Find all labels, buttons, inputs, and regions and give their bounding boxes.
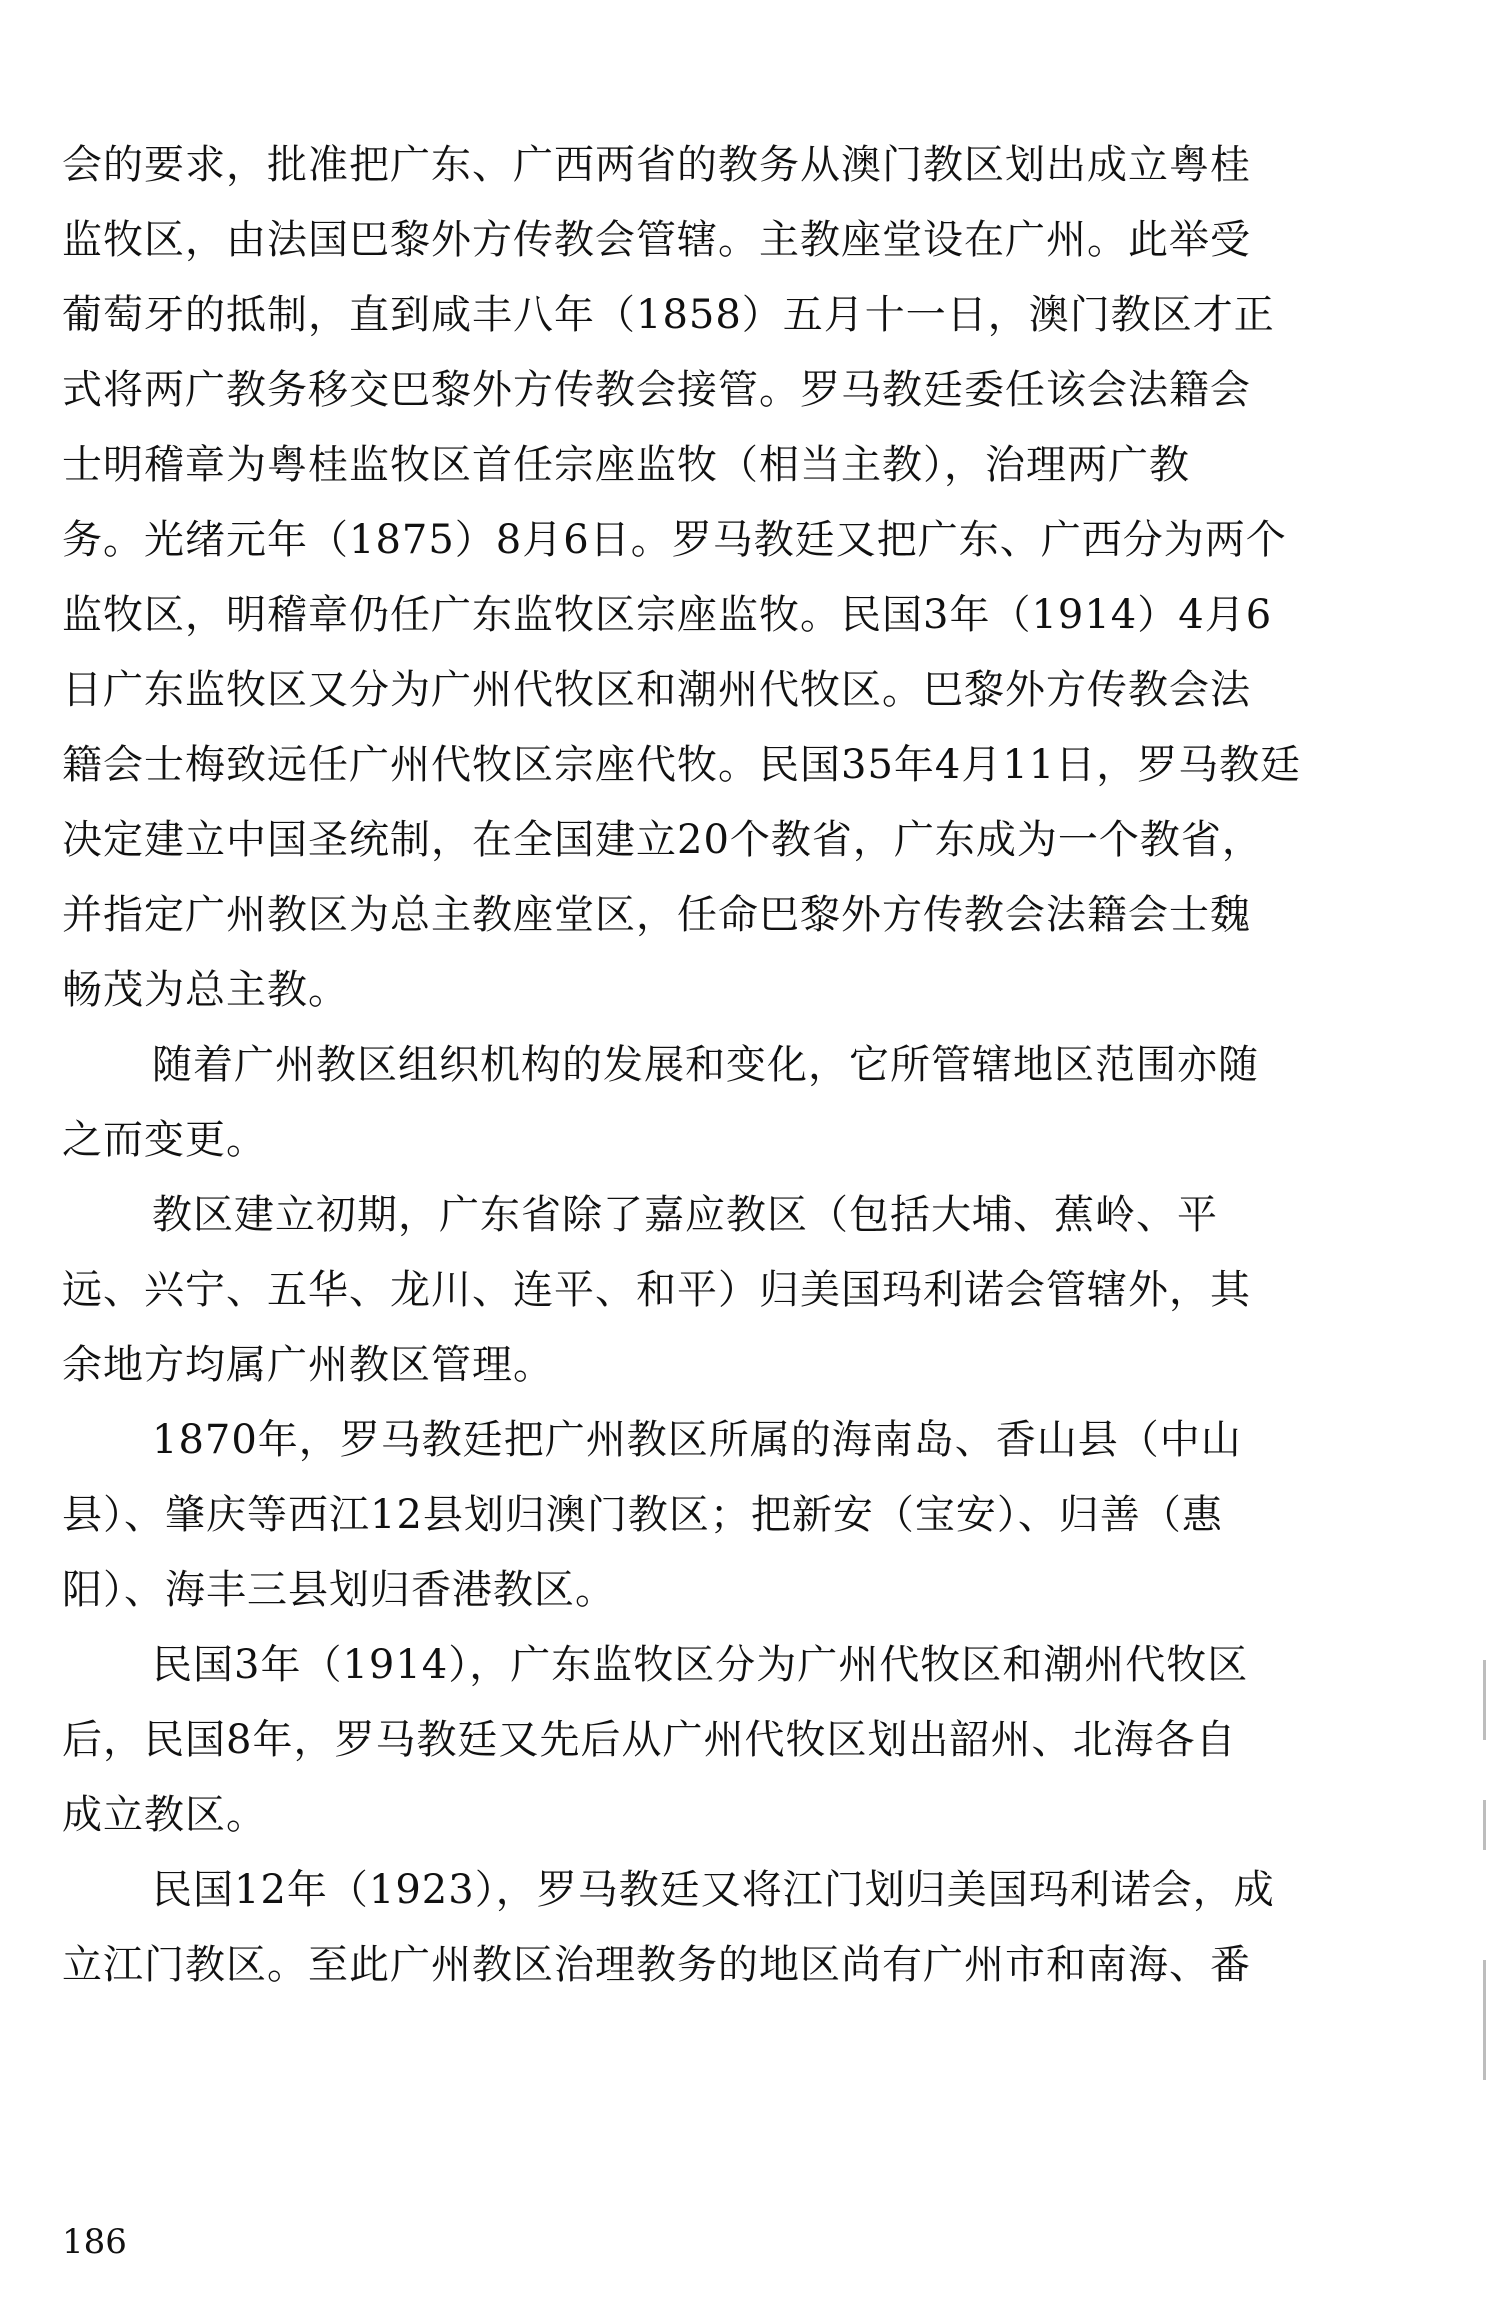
text-line-23: 成立教区。 [62, 1792, 267, 1838]
text-line-15: 教区建立初期，广东省除了嘉应教区（包括大埔、蕉岭、平 [152, 1192, 1218, 1238]
text-line-7: 监牧区，明稽章仍任广东监牧区宗座监牧。民国3年（1914）4月6 [62, 592, 1273, 638]
text-line-14: 之而变更。 [62, 1117, 267, 1163]
text-line-21: 民国3年（1914），广东监牧区分为广州代牧区和潮州代牧区 [152, 1642, 1249, 1688]
text-line-16: 远、兴宁、五华、龙川、连平、和平）归美国玛利诺会管辖外，其 [62, 1267, 1251, 1313]
body-text [62, 128, 1422, 2003]
text-line-4: 式将两广教务移交巴黎外方传教会接管。罗马教廷委任该会法籍会 [62, 367, 1251, 413]
text-line-8: 日广东监牧区又分为广州代牧区和潮州代牧区。巴黎外方传教会法 [62, 667, 1251, 713]
scan-edge-mark [1483, 1960, 1486, 2080]
scan-edge-mark [1483, 1800, 1486, 1850]
text-line-11: 并指定广州教区为总主教座堂区，任命巴黎外方传教会法籍会士魏 [62, 892, 1251, 938]
text-line-18: 1870年，罗马教廷把广州教区所属的海南岛、香山县（中山 [152, 1417, 1242, 1463]
text-line-9: 籍会士梅致远任广州代牧区宗座代牧。民国35年4月11日，罗马教廷 [62, 742, 1302, 788]
text-line-10: 决定建立中国圣统制，在全国建立20个教省，广东成为一个教省， [62, 817, 1263, 863]
text-line-1: 会的要求，批准把广东、广西两省的教务从澳门教区划出成立粤桂 [62, 142, 1251, 188]
text-line-6: 务。光绪元年（1875）8月6日。罗马教廷又把广东、广西分为两个 [62, 517, 1287, 563]
text-line-25: 立江门教区。至此广州教区治理教务的地区尚有广州市和南海、番 [62, 1942, 1251, 1988]
text-line-12: 畅茂为总主教。 [62, 967, 349, 1013]
text-line-19: 县）、肇庆等西江12县划归澳门教区；把新安（宝安）、归善（惠 [62, 1492, 1223, 1538]
text-line-24: 民国12年（1923），罗马教廷又将江门划归美国玛利诺会，成 [152, 1867, 1275, 1913]
text-line-22: 后，民国8年，罗马教廷又先后从广州代牧区划出韶州、北海各自 [62, 1717, 1237, 1763]
text-line-17: 余地方均属广州教区管理。 [62, 1342, 554, 1388]
text-line-13: 随着广州教区组织机构的发展和变化，它所管辖地区范围亦随 [152, 1042, 1259, 1088]
text-line-2: 监牧区，由法国巴黎外方传教会管辖。主教座堂设在广州。此举受 [62, 217, 1251, 263]
text-line-5: 士明稽章为粤桂监牧区首任宗座监牧（相当主教），治理两广教 [62, 442, 1190, 488]
scan-edge-mark [1483, 1660, 1486, 1740]
page-number: 186 [62, 2222, 127, 2262]
text-line-20: 阳）、海丰三县划归香港教区。 [62, 1567, 616, 1613]
text-line-3: 葡萄牙的抵制，直到咸丰八年（1858）五月十一日，澳门教区才正 [62, 292, 1275, 338]
